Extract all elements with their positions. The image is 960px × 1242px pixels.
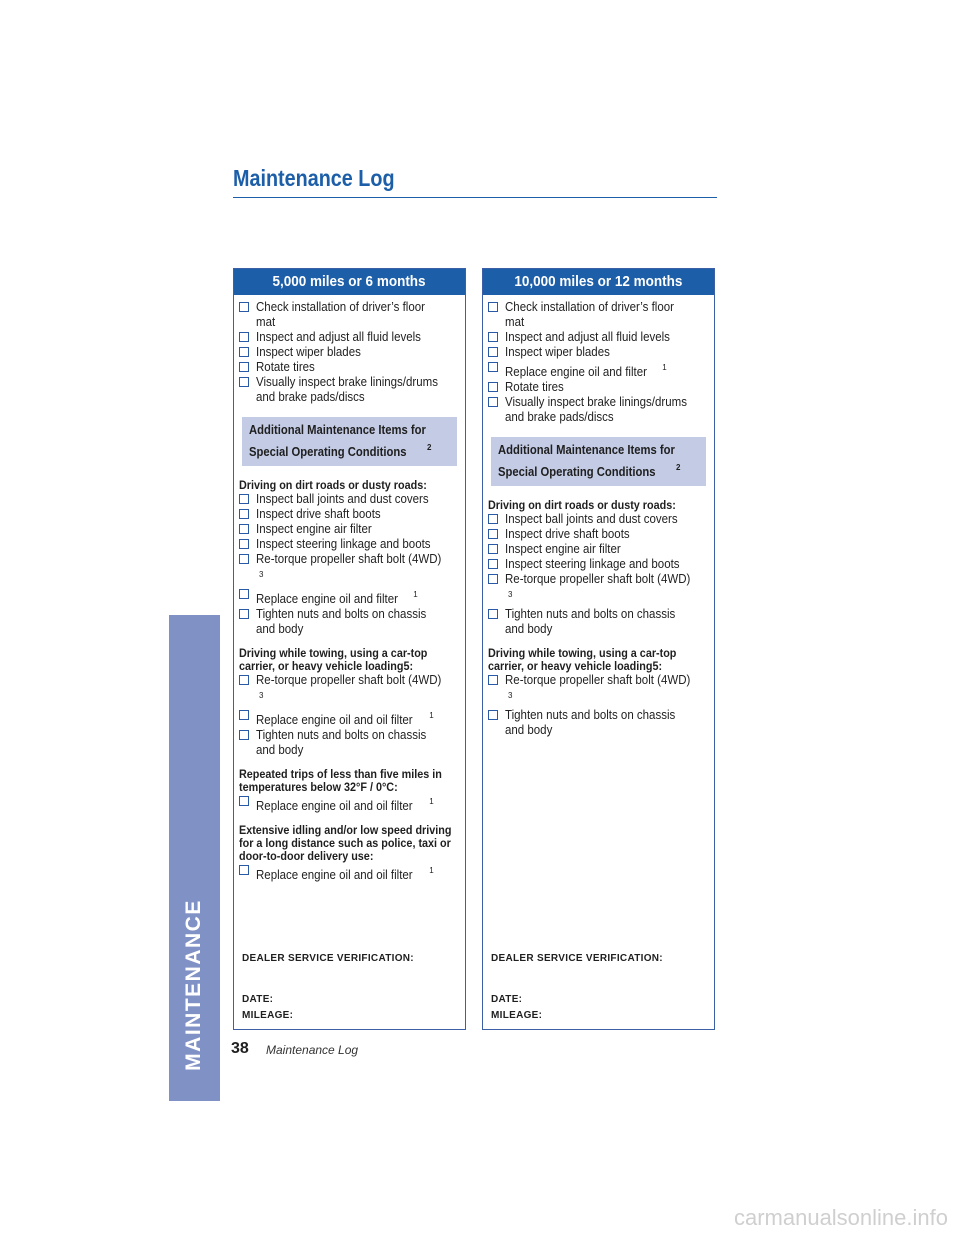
checklist-item: [488, 512, 710, 527]
checklist-item-label: Check installation of driver’s floor mat: [256, 300, 425, 329]
checklist-item: [488, 330, 710, 345]
checklist-item: [488, 395, 710, 425]
checklist-item: [488, 673, 710, 708]
checklist-item: [488, 360, 710, 380]
checklist-item-label: Inspect ball joints and dust covers: [505, 512, 678, 526]
checklist-item: [239, 794, 461, 814]
checkbox[interactable]: [239, 362, 249, 372]
checklist-item-label: Tighten nuts and bolts on chassis and body: [505, 708, 676, 737]
card-header-label: 10,000 miles or 12 months: [514, 273, 683, 290]
footnote-ref: 3: [259, 570, 264, 579]
checklist-item: [239, 587, 461, 607]
condition-heading-line: Driving while towing, using a car-top: [239, 646, 428, 660]
condition-heading: [239, 768, 461, 794]
checkbox[interactable]: [239, 524, 249, 534]
checklist-item: [488, 708, 710, 738]
checkbox[interactable]: [488, 675, 498, 685]
page-title: Maintenance Log: [233, 165, 395, 191]
additional-items-box: [242, 417, 457, 466]
checklist-item: [488, 380, 710, 395]
checklist-item: [239, 728, 461, 758]
checklist-item-label: Tighten nuts and bolts on chassis and body: [256, 607, 427, 636]
condition-heading-line: Driving while towing, using a car-top: [488, 646, 677, 660]
footnote-ref: 1: [429, 797, 434, 806]
checkbox[interactable]: [239, 730, 249, 740]
checklist-item: [488, 300, 710, 330]
footnote-ref: 1: [662, 363, 667, 372]
mileage-label: MILEAGE:: [242, 1010, 294, 1021]
footnote-ref: 1: [413, 590, 418, 599]
checkbox[interactable]: [488, 332, 498, 342]
checkbox[interactable]: [239, 675, 249, 685]
additional-line-wrap: [249, 439, 451, 461]
checkbox[interactable]: [488, 362, 498, 372]
checkbox[interactable]: [239, 494, 249, 504]
checkbox[interactable]: [488, 544, 498, 554]
condition-heading-line: door-to-door delivery use:: [239, 849, 374, 863]
additional-line: Special Operating Conditions: [249, 445, 407, 459]
checklist-item-label: Replace engine oil and oil filter: [256, 868, 413, 882]
checklist-item: [239, 330, 461, 345]
card-body: [234, 295, 465, 883]
checklist-item-label: Re-torque propeller shaft bolt (4WD): [505, 673, 691, 687]
checklist-item: [488, 527, 710, 542]
checklist-item: [239, 507, 461, 522]
footnote-ref: 3: [259, 691, 264, 700]
checkbox[interactable]: [488, 397, 498, 407]
condition-heading: [239, 479, 461, 492]
checklist-item: [239, 375, 461, 405]
checkbox[interactable]: [239, 332, 249, 342]
checkbox[interactable]: [239, 796, 249, 806]
additional-line: Additional Maintenance Items for: [249, 423, 426, 437]
checkbox[interactable]: [239, 609, 249, 619]
checklist-item-label: Inspect drive shaft boots: [505, 527, 630, 541]
additional-items-box: [491, 437, 706, 486]
checklist-item: [239, 360, 461, 375]
checklist-item-label: Inspect engine air filter: [505, 542, 621, 556]
checklist-item-label: Replace engine oil and oil filter: [256, 799, 413, 813]
checklist-item-label: Inspect and adjust all fluid levels: [505, 330, 670, 344]
condition-heading: [239, 824, 461, 863]
checklist-item-label: Replace engine oil and filter: [256, 592, 398, 606]
checkbox[interactable]: [239, 710, 249, 720]
checkbox[interactable]: [488, 382, 498, 392]
checklist-item: [239, 863, 461, 883]
watermark: carmanualsonline.info: [733, 1205, 948, 1230]
checklist-item: [239, 708, 461, 728]
checklist-item-label: Inspect wiper blades: [505, 345, 610, 359]
condition-heading: [488, 499, 710, 512]
mileage-label: MILEAGE:: [491, 1010, 543, 1021]
checkbox[interactable]: [239, 509, 249, 519]
checklist-item: [239, 345, 461, 360]
additional-line: Special Operating Conditions: [498, 465, 656, 479]
maintenance-card-10000: [482, 268, 715, 1030]
checklist-item-label: Inspect drive shaft boots: [256, 507, 381, 521]
card-header: [234, 269, 465, 295]
checklist-item-label: Replace engine oil and oil filter: [256, 713, 413, 727]
checklist-item: [488, 607, 710, 637]
checkbox[interactable]: [488, 574, 498, 584]
checklist-item-label: Visually inspect brake linings/drums and brake pads/discs: [505, 395, 687, 424]
maintenance-card-5000: [233, 268, 466, 1030]
condition-heading-line: for a long distance such as police, taxi or: [239, 836, 451, 850]
section-side-tab: [169, 615, 220, 1101]
checkbox[interactable]: [239, 539, 249, 549]
footnote-ref: 3: [508, 590, 513, 599]
page-number: 38: [231, 1040, 249, 1057]
additional-line: Additional Maintenance Items for: [498, 443, 675, 457]
checkbox[interactable]: [488, 559, 498, 569]
checklist-item-label: Check installation of driver’s floor mat: [505, 300, 674, 329]
checklist-item-label: Inspect wiper blades: [256, 345, 361, 359]
checklist-item-label: Re-torque propeller shaft bolt (4WD): [256, 673, 442, 687]
dealer-verification-label: DEALER SERVICE VERIFICATION:: [491, 953, 663, 964]
checkbox[interactable]: [488, 347, 498, 357]
footnote-ref: 3: [508, 691, 513, 700]
condition-heading-line: temperatures below 32°F / 0°C:: [239, 780, 398, 794]
checkbox[interactable]: [488, 609, 498, 619]
checklist-item-label: Inspect steering linkage and boots: [256, 537, 431, 551]
checklist-item-label: Replace engine oil and filter: [505, 365, 647, 379]
condition-heading-line: Extensive idling and/or low speed driving: [239, 823, 452, 837]
date-label: DATE:: [242, 994, 274, 1005]
checkbox[interactable]: [488, 710, 498, 720]
checklist-item: [488, 557, 710, 572]
checklist-item: [239, 552, 461, 587]
checklist-item: [488, 542, 710, 557]
title-divider: [233, 197, 717, 198]
checkbox[interactable]: [239, 347, 249, 357]
checklist-item-label: Rotate tires: [256, 360, 315, 374]
checklist-item: [488, 572, 710, 607]
checkbox[interactable]: [488, 302, 498, 312]
checklist-item: [239, 607, 461, 637]
checklist-item: [239, 537, 461, 552]
checklist-item: [239, 522, 461, 537]
checkbox[interactable]: [239, 554, 249, 564]
checklist-item: [239, 300, 461, 330]
card-header-label: 5,000 miles or 6 months: [272, 273, 427, 290]
condition-heading: [488, 647, 710, 673]
checkbox[interactable]: [488, 529, 498, 539]
checkbox[interactable]: [239, 377, 249, 387]
card-body: [483, 295, 714, 738]
checklist-item-label: Inspect steering linkage and boots: [505, 557, 680, 571]
checkbox[interactable]: [488, 514, 498, 524]
condition-heading-line: Driving on dirt roads or dusty roads:: [488, 498, 676, 512]
checklist-item: [488, 345, 710, 360]
checklist-item-label: Inspect and adjust all fluid levels: [256, 330, 421, 344]
checkbox[interactable]: [239, 865, 249, 875]
footnote-ref: 2: [427, 443, 432, 452]
checklist-item-label: Rotate tires: [505, 380, 564, 394]
checklist-item-label: Re-torque propeller shaft bolt (4WD): [505, 572, 691, 586]
checklist-item-label: Re-torque propeller shaft bolt (4WD): [256, 552, 442, 566]
checkbox[interactable]: [239, 589, 249, 599]
checklist-item-label: Inspect ball joints and dust covers: [256, 492, 429, 506]
condition-heading-line: Repeated trips of less than five miles in: [239, 767, 442, 781]
checklist-item-label: Tighten nuts and bolts on chassis and body: [505, 607, 676, 636]
checklist-item-label: Visually inspect brake linings/drums and brake pads/discs: [256, 375, 438, 404]
footnote-ref: 1: [429, 711, 434, 720]
checklist-item: [239, 673, 461, 708]
condition-heading-line: carrier, or heavy vehicle loading5:: [239, 659, 414, 673]
condition-heading-line: Driving on dirt roads or dusty roads:: [239, 478, 427, 492]
card-header: [483, 269, 714, 295]
condition-heading-line: carrier, or heavy vehicle loading5:: [488, 659, 663, 673]
checklist-item: [239, 492, 461, 507]
footer-label: Maintenance Log: [266, 1043, 359, 1057]
footnote-ref: 1: [429, 866, 434, 875]
side-tab-label: MAINTENANCE: [182, 899, 205, 1071]
date-label: DATE:: [491, 994, 523, 1005]
condition-heading: [239, 647, 461, 673]
dealer-verification-label: DEALER SERVICE VERIFICATION:: [242, 953, 414, 964]
checkbox[interactable]: [239, 302, 249, 312]
additional-line-wrap: [498, 459, 700, 481]
checklist-item-label: Tighten nuts and bolts on chassis and body: [256, 728, 427, 757]
footnote-ref: 2: [676, 463, 681, 472]
checklist-item-label: Inspect engine air filter: [256, 522, 372, 536]
